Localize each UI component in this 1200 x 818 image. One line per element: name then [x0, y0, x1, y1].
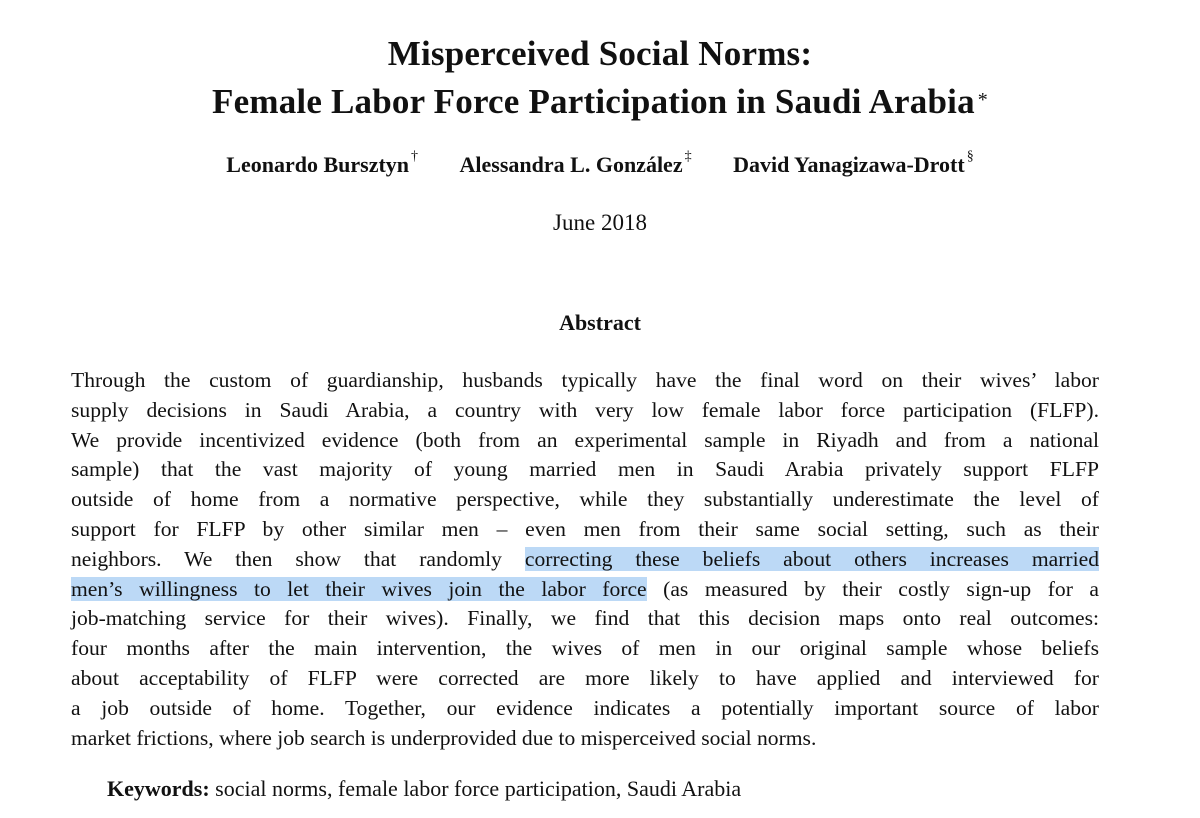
title-footnote-mark: *	[977, 89, 988, 111]
title-line-2	[0, 78, 1200, 126]
author-3	[733, 149, 974, 178]
abstract-line: about acceptability of FLFP were corrected are more likely to have applied and interviewed for	[71, 665, 1099, 690]
abstract-line-last: market frictions, where job search is underprovided due to misperceived social norms.	[71, 725, 817, 750]
author-1	[226, 149, 419, 178]
highlighted-text[interactable]: correcting these beliefs about others increases married	[524, 546, 1099, 571]
publication-date: June 2018	[553, 210, 647, 235]
author-1-name: Leonardo Bursztyn	[226, 152, 410, 177]
abstract-line: four months after the main intervention, the wives of men in our original sample whose beliefs	[71, 636, 1099, 661]
abstract-line	[71, 545, 1099, 575]
author-3-name: David Yanagizawa-Drott	[733, 152, 965, 177]
title-line-1: Misperceived Social Norms:	[387, 34, 813, 73]
highlighted-text[interactable]: men’s willingness to let their wives join the labor force	[71, 576, 647, 601]
author-2-name: Alessandra L. González	[459, 152, 683, 177]
abstract-line: supply decisions in Saudi Arabia, a country with very low female labor force participation (FLFP).	[71, 397, 1099, 422]
author-2-footnote-mark: ‡	[684, 149, 692, 164]
keywords-label: Keywords:	[107, 776, 210, 801]
abstract-line: outside of home from a normative perspective, while they substantially underestimate the level of	[71, 487, 1099, 512]
abstract-line	[71, 575, 1099, 605]
abstract-line: support for FLFP by other similar men – even men from their same social setting, such as their	[71, 516, 1099, 541]
abstract-line: Through the custom of guardianship, husbands typically have the final word on their wives’ labor	[71, 368, 1099, 392]
author-2	[459, 149, 692, 178]
author-1-footnote-mark: †	[411, 149, 419, 164]
abstract-line: sample) that the vast majority of young married men in Saudi Arabia privately support FLFP	[71, 457, 1099, 482]
author-list	[0, 149, 1200, 178]
title-line-2-text: Female Labor Force Participation in Saudi Arabia	[212, 82, 975, 121]
paper-title	[0, 30, 1200, 126]
abstract-line: We provide incentivized evidence (both from an experimental sample in Riyadh and from a national	[71, 427, 1099, 452]
abstract-line-7-plain: neighbors. We then show that randomly	[71, 546, 525, 571]
abstract-line: job-matching service for their wives). Finally, we find that this decision maps onto real outcomes:	[71, 606, 1099, 631]
keywords-text: social norms, female labor force participation, Saudi Arabia	[209, 776, 742, 801]
keywords	[107, 776, 741, 802]
abstract-body	[71, 366, 1099, 753]
abstract-line-8-plain: (as measured by their costly sign-up for a	[646, 576, 1099, 601]
abstract-heading: Abstract	[559, 310, 641, 335]
author-3-footnote-mark: §	[966, 149, 974, 164]
abstract-line: a job outside of home. Together, our evidence indicates a potentially important source of labor	[71, 695, 1099, 720]
